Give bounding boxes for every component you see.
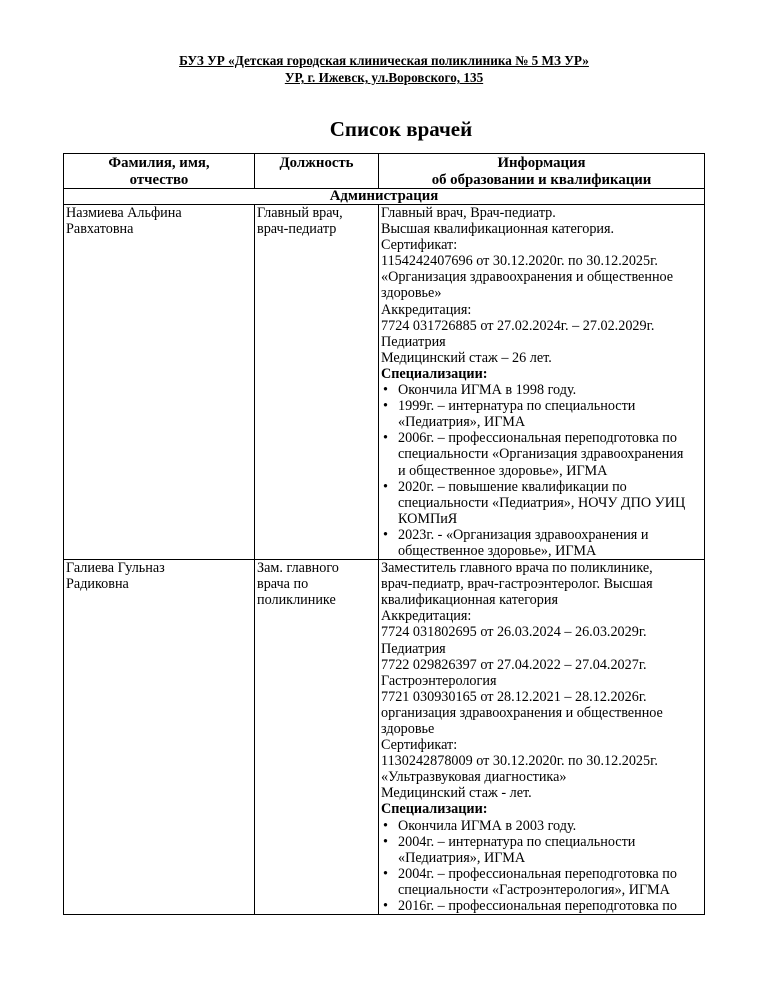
specializations-list: [381, 382, 702, 559]
specializations-label: Специализации:: [381, 365, 488, 382]
column-header-position: [255, 154, 379, 189]
specialization-item: [381, 398, 702, 430]
bullet-icon: •: [383, 478, 388, 495]
bullet-icon: •: [383, 382, 388, 399]
info-line: «Ультразвуковая диагностика»: [381, 769, 567, 786]
bullet-icon: •: [383, 833, 388, 850]
specialization-item-line: 2006г. – профессиональная переподготовка по: [398, 430, 677, 447]
info-line: Медицинский стаж – 26 лет.: [381, 349, 552, 366]
info-line: 7724 031802695 от 26.03.2024 – 26.03.2029г.: [381, 624, 647, 641]
doctor-position-cell: [255, 205, 379, 560]
info-line: Медицинский стаж - лет.: [381, 785, 532, 802]
info-line: врач-педиатр, врач-гастроэнтеролог. Высшая: [381, 576, 653, 593]
doctor-name-line: Радиковна: [66, 576, 129, 593]
specialization-item-line: 2020г. – повышение квалификации по: [398, 478, 627, 495]
info-line: Аккредитация:: [381, 608, 472, 625]
info-line: Заместитель главного врача по поликлинике,: [381, 560, 653, 577]
page-title: Список врачей: [329, 117, 473, 141]
doctor-name-line: Назмиева Альфина: [66, 205, 182, 221]
column-header-position-line: Должность: [279, 155, 354, 171]
bullet-icon: •: [383, 898, 388, 915]
doctor-name-cell: [64, 560, 255, 915]
table-header-row: [64, 154, 705, 189]
specialization-item-line: Окончила ИГМА в 1998 году.: [398, 382, 577, 399]
specialization-item: [381, 527, 702, 559]
section-title: Администрация: [64, 189, 705, 205]
bullet-icon: •: [383, 526, 388, 543]
doctors-table: [63, 153, 705, 915]
info-line: 7724 031726885 от 27.02.2024г. – 27.02.2029г.: [381, 317, 655, 334]
info-line: квалификационная категория: [381, 592, 558, 609]
specialization-item-line: «Педиатрия», ИГМА: [398, 849, 526, 866]
specialization-item-line: специальности «Педиатрия», НОЧУ ДПО УИЦ: [398, 494, 686, 511]
specialization-item: [381, 382, 702, 398]
info-line: Главный врач, Врач-педиатр.: [381, 205, 556, 221]
column-header-info-line: Информация: [497, 155, 586, 171]
organization-name: БУЗ УР «Детская городская клиническая поликлиника № 5 МЗ УР»: [179, 53, 589, 68]
info-line: организация здравоохранения и общественное: [381, 704, 663, 721]
info-line: Педиатрия: [381, 333, 446, 350]
specialization-item: [381, 898, 702, 914]
doctor-name-line: Галиева Гульназ: [66, 560, 165, 577]
info-line: 1154242407696 от 30.12.2020г. по 30.12.2025г.: [381, 253, 658, 270]
table-row: [64, 560, 705, 915]
doctor-position-cell: [255, 560, 379, 915]
info-line: Гастроэнтерология: [381, 672, 497, 689]
info-line: Аккредитация:: [381, 301, 472, 318]
specialization-item-line: 1999г. – интернатура по специальности: [398, 398, 636, 415]
specialization-item: [381, 818, 702, 834]
section-row: [64, 189, 705, 205]
specialization-item-line: КОМПиЯ: [398, 510, 458, 527]
specialization-item-line: 2004г. – интернатура по специальности: [398, 833, 636, 850]
table-row: [64, 205, 705, 560]
info-line: 1130242878009 от 30.12.2020г. по 30.12.2025г.: [381, 753, 658, 770]
info-line: Педиатрия: [381, 640, 446, 657]
doctor-position-line: Главный врач,: [257, 205, 343, 221]
doctor-name-cell: [64, 205, 255, 560]
bullet-icon: •: [383, 398, 388, 415]
column-header-name-line: отчество: [129, 171, 189, 188]
specialization-item-line: «Педиатрия», ИГМА: [398, 414, 526, 431]
organization-address: УР, г. Ижевск, ул.Воровского, 135: [284, 70, 484, 85]
specialization-item-line: специальности «Гастроэнтерология», ИГМА: [398, 881, 670, 898]
column-header-name-line: Фамилия, имя,: [108, 155, 210, 171]
doctor-position-line: поликлинике: [257, 592, 336, 609]
info-line: здоровье: [381, 721, 435, 737]
doctor-name-line: Равхатовна: [66, 221, 134, 238]
specialization-item: [381, 430, 702, 478]
column-header-info: [379, 154, 705, 189]
specialization-item: [381, 834, 702, 866]
info-line: 7721 030930165 от 28.12.2021 – 28.12.2026г.: [381, 688, 647, 705]
specialization-item-line: 2004г. – профессиональная переподготовка по: [398, 865, 677, 882]
specialization-item-line: общественное здоровье», ИГМА: [398, 542, 597, 559]
doctor-info-cell: [379, 560, 705, 915]
specializations-label: Специализации:: [381, 801, 488, 818]
specialization-item-line: специальности «Организация здравоохранения: [398, 446, 684, 463]
column-header-name: [64, 154, 255, 189]
specialization-item: [381, 866, 702, 898]
info-line: Сертификат:: [381, 237, 458, 254]
info-line: 7722 029826397 от 27.04.2022 – 27.04.2027г.: [381, 656, 647, 673]
doctor-info-cell: [379, 205, 705, 560]
doctor-position-line: врач-педиатр: [257, 221, 337, 238]
specialization-item-line: 2023г. - «Организация здравоохранения и: [398, 526, 649, 543]
specializations-list: [381, 818, 702, 915]
info-line: здоровье»: [381, 285, 442, 302]
bullet-icon: •: [383, 865, 388, 882]
specialization-item-line: 2016г. – профессиональная переподготовка по: [398, 898, 677, 915]
bullet-icon: •: [383, 817, 388, 834]
specialization-item: [381, 479, 702, 527]
doctor-position-line: врача по: [257, 576, 309, 593]
specialization-item-line: и общественное здоровье», ИГМА: [398, 462, 608, 479]
doctor-position-line: Зам. главного: [257, 560, 339, 577]
column-header-info-line: об образовании и квалификации: [431, 171, 652, 188]
info-line: Высшая квалификационная категория.: [381, 221, 615, 238]
info-line: Сертификат:: [381, 737, 458, 754]
bullet-icon: •: [383, 430, 388, 447]
specialization-item-line: Окончила ИГМА в 2003 году.: [398, 817, 577, 834]
info-line: «Организация здравоохранения и общественное: [381, 269, 674, 286]
